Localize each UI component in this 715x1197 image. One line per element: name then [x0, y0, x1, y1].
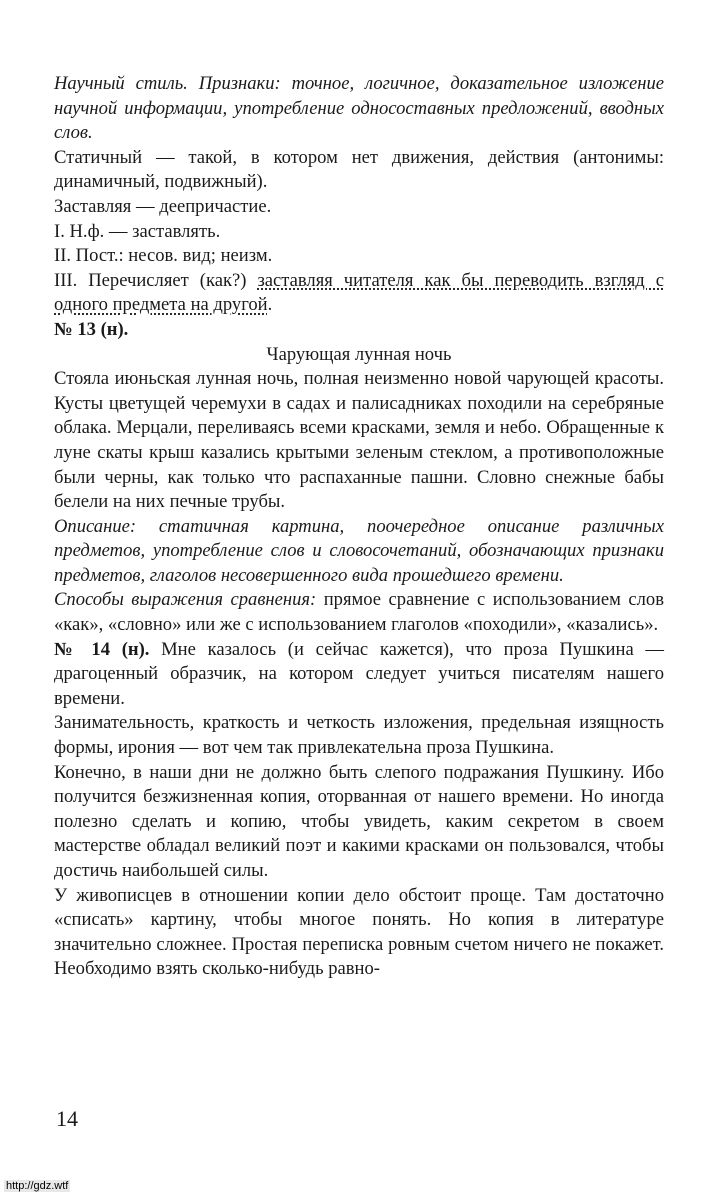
- participle-line: Заставляя — деепричастие.: [54, 195, 272, 217]
- task-14-paragraph-3: Конечно, в наши дни не должно быть слепого подражания Пушкину. Ибо получится безжизненная копия, оторванная от нашего времени. Но иногда полезно сделать и копию, чтобы увидеть, каким секретом в своем мастерстве обладал великий поэт и какими красками он пользовался, чтобы достичь наибольшей силы.: [54, 761, 664, 881]
- page-number: 14: [56, 1106, 78, 1131]
- analysis-line-3: [54, 269, 664, 318]
- task-14-paragraph-2: Занимательность, краткость и четкость изложения, предельная изящность формы, ирония — вот чем так привлекательна проза Пушкина.: [54, 712, 664, 759]
- task-14-text-1: Мне казалось (и сейчас кажется), что проза Пушкина — драгоценный образчик, на котором следует учиться писателям нашего времени.: [54, 638, 664, 709]
- task-14-paragraph-4: У живописцев в отношении копии дело обстоит проще. Там достаточно «списать» картину, чтобы многое понять. Но копия в литературе значительно сложнее. Простая переписка ровным счетом ничего не покажет. Необходимо взять сколько-нибудь равно-: [54, 884, 664, 980]
- task-13-comparison-text: прямое сравнение с использованием слов «как», «словно» или же с использованием глаголов «походили», «казались».: [54, 589, 664, 636]
- scientific-style-paragraph: Научный стиль. Признаки: точное, логичное, доказательное изложение научной информации, употребление односоставных предложений, вводных слов.: [54, 73, 664, 144]
- task-14-paragraph-1: [54, 638, 664, 712]
- static-definition-paragraph: Статичный — такой, в котором нет движения, действия (антонимы: динамичный, подвижный).: [54, 146, 664, 193]
- task-13-text: Стояла июньская лунная ночь, полная неизменно новой чарующей красоты. Кусты цветущей черемухи в садах и палисадниках походили на серебряные облака. Мерцали, переливаясь всеми красками, земля и небо. Обращенные к луне скаты крыш казались крытыми зеленым стеклом, а противоположные были черны, как только что распаханные пашни. Словно снежные бабы белели на них печные трубы.: [54, 368, 664, 513]
- analysis-line-1: I. Н.ф. — заставлять.: [54, 220, 221, 242]
- analysis-line-2: II. Пост.: несов. вид; неизм.: [54, 245, 273, 267]
- task-13-title: Чарующая лунная ночь: [266, 343, 452, 365]
- task-13-comparison-label: Способы выражения сравнения:: [54, 589, 317, 611]
- task-13-number: № 13 (н).: [54, 318, 129, 340]
- task-13-description: Описание: статичная картина, поочередное описание различных предметов, употребление слов и словосочетаний, обозначающих признаки предметов, глаголов несовершенного вида прошедшего времени.: [54, 515, 664, 586]
- task-14-number: № 14 (н).: [54, 638, 150, 660]
- task-13-comparison: [54, 588, 664, 637]
- analysis-line-3-prefix: III. Перечисляет (как?): [54, 269, 258, 291]
- watermark-link[interactable]: http://gdz.wtf: [6, 1180, 69, 1192]
- analysis-line-3-suffix: .: [267, 294, 273, 316]
- page-text: [54, 72, 664, 982]
- analysis-line-3-underlined: заставляя читателя как бы переводить взгляд с одного предмета на другой: [54, 269, 664, 316]
